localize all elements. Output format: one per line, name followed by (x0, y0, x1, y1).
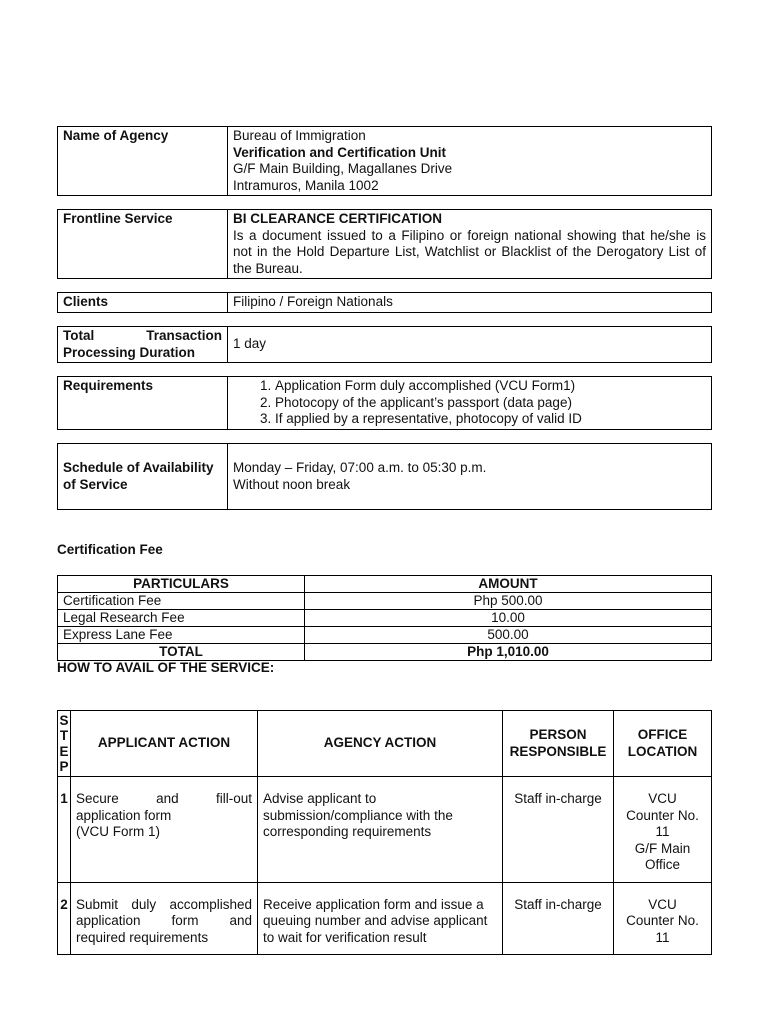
step-office-line: 11 (655, 929, 670, 945)
step-letter: S (59, 712, 69, 728)
clients-table (57, 292, 712, 313)
steps-table (57, 710, 712, 955)
step-office-line: VCU (648, 791, 677, 806)
agency-address-line1: G/F Main Building, Magallanes Drive (233, 161, 453, 176)
fee-heading: Certification Fee (57, 542, 163, 557)
requirements-label: Requirements (58, 377, 228, 430)
fee-row (58, 627, 712, 644)
step-office-line: G/F Main (634, 840, 691, 856)
schedule-label-line1: Schedule of Availability (63, 460, 214, 475)
step-applicant-action (71, 882, 258, 955)
steps-col-agency: AGENCY ACTION (258, 711, 503, 777)
agency-unit: Verification and Certification Unit (233, 144, 447, 160)
steps-col-office (614, 711, 712, 777)
fee-col-amount: AMOUNT (305, 576, 712, 593)
requirement-item: 3. If applied by a representative, photocopy of valid ID (275, 411, 706, 428)
duration-label-line1: Total Transaction (63, 328, 222, 343)
fee-row (58, 593, 712, 610)
step-agency-line: Receive application form and issue a (263, 896, 484, 912)
step-row (58, 777, 712, 883)
fee-amount: 500.00 (305, 627, 712, 644)
duration-label (58, 327, 228, 363)
fee-total-label: TOTAL (58, 644, 305, 661)
fee-total-amount: Php 1,010.00 (305, 644, 712, 661)
step-applicant-line: application form and (76, 913, 252, 928)
frontline-desc-line3: the Bureau. (233, 260, 303, 276)
duration-value: 1 day (228, 327, 712, 363)
fee-table (57, 575, 712, 661)
step-applicant-line: application form (76, 807, 172, 823)
steps-col-step (58, 711, 71, 777)
schedule-label (58, 444, 228, 510)
fee-amount: Php 500.00 (305, 593, 712, 610)
agency-label: Name of Agency (58, 127, 228, 196)
step-office-line: Counter No. (626, 913, 699, 928)
agency-name: Bureau of Immigration (233, 128, 366, 143)
frontline-title: BI CLEARANCE CERTIFICATION (233, 211, 442, 226)
agency-value (228, 127, 712, 196)
frontline-desc-line2: not in the Hold Departure List, Watchlist or Blacklist of the Derogatory List of (233, 244, 706, 259)
step-number: 2 (58, 882, 71, 955)
clients-value: Filipino / Foreign Nationals (228, 293, 712, 313)
step-number: 1 (58, 777, 71, 883)
step-agency-line: Advise applicant to (263, 791, 377, 806)
step-applicant-line: Submit duly accomplished (76, 896, 252, 912)
frontline-value (228, 210, 712, 279)
step-applicant-action (71, 777, 258, 883)
steps-col-person-line2: RESPONSIBLE (509, 743, 607, 759)
step-person: Staff in-charge (503, 777, 614, 883)
step-applicant-line: required requirements (76, 929, 209, 945)
step-row (58, 882, 712, 955)
fee-row (58, 610, 712, 627)
fee-col-particulars: PARTICULARS (58, 576, 305, 593)
step-letter: P (59, 759, 69, 774)
schedule-value (228, 444, 712, 510)
step-office-line: Counter No. (626, 807, 699, 823)
step-office-line: Office (644, 857, 680, 872)
step-agency-line: corresponding requirements (263, 824, 432, 839)
agency-address-line2: Intramuros, Manila 1002 (233, 177, 379, 193)
fee-total-row (58, 644, 712, 661)
requirement-item: 1. Application Form duly accomplished (VCU Form1) (275, 378, 706, 395)
steps-col-person (503, 711, 614, 777)
step-person: Staff in-charge (503, 882, 614, 955)
step-office-line: VCU (648, 896, 677, 912)
step-agency-line: to wait for verification result (263, 929, 427, 945)
schedule-table (57, 443, 712, 510)
steps-col-person-line1: PERSON (529, 727, 587, 742)
schedule-label-line2: of Service (63, 476, 128, 492)
fee-particular: Legal Research Fee (58, 610, 305, 627)
step-agency-line: queuing number and advise applicant (263, 913, 488, 928)
steps-col-office-line2: LOCATION (627, 743, 698, 759)
step-letter: E (59, 743, 69, 759)
step-applicant-line: (VCU Form 1) (76, 824, 160, 839)
frontline-label: Frontline Service (58, 210, 228, 279)
howto-heading: HOW TO AVAIL OF THE SERVICE: (57, 660, 275, 675)
step-office (614, 882, 712, 955)
step-agency-line: submission/compliance with the (263, 807, 453, 823)
frontline-desc-line1: Is a document issued to a Filipino or foreign national showing that he/she is (233, 227, 706, 243)
frontline-table (57, 209, 712, 279)
duration-table (57, 326, 712, 363)
step-letter: T (59, 728, 69, 743)
schedule-note: Without noon break (233, 476, 351, 492)
steps-col-office-line1: OFFICE (637, 727, 688, 742)
requirements-table (57, 376, 712, 430)
step-agency-action (258, 882, 503, 955)
schedule-hours: Monday – Friday, 07:00 a.m. to 05:30 p.m. (233, 460, 487, 475)
requirement-item: 2. Photocopy of the applicant’s passport (data page) (275, 395, 706, 412)
agency-table (57, 126, 712, 196)
step-agency-action (258, 777, 503, 883)
step-office-line: 11 (655, 824, 670, 839)
step-office (614, 777, 712, 883)
step-applicant-line: Secure and fill-out (76, 791, 252, 806)
clients-label: Clients (58, 293, 228, 313)
fee-particular: Express Lane Fee (58, 627, 305, 644)
duration-label-line2: Processing Duration (63, 344, 196, 360)
fee-particular: Certification Fee (58, 593, 305, 610)
requirements-list (228, 377, 712, 430)
steps-col-applicant: APPLICANT ACTION (71, 711, 258, 777)
fee-amount: 10.00 (305, 610, 712, 627)
